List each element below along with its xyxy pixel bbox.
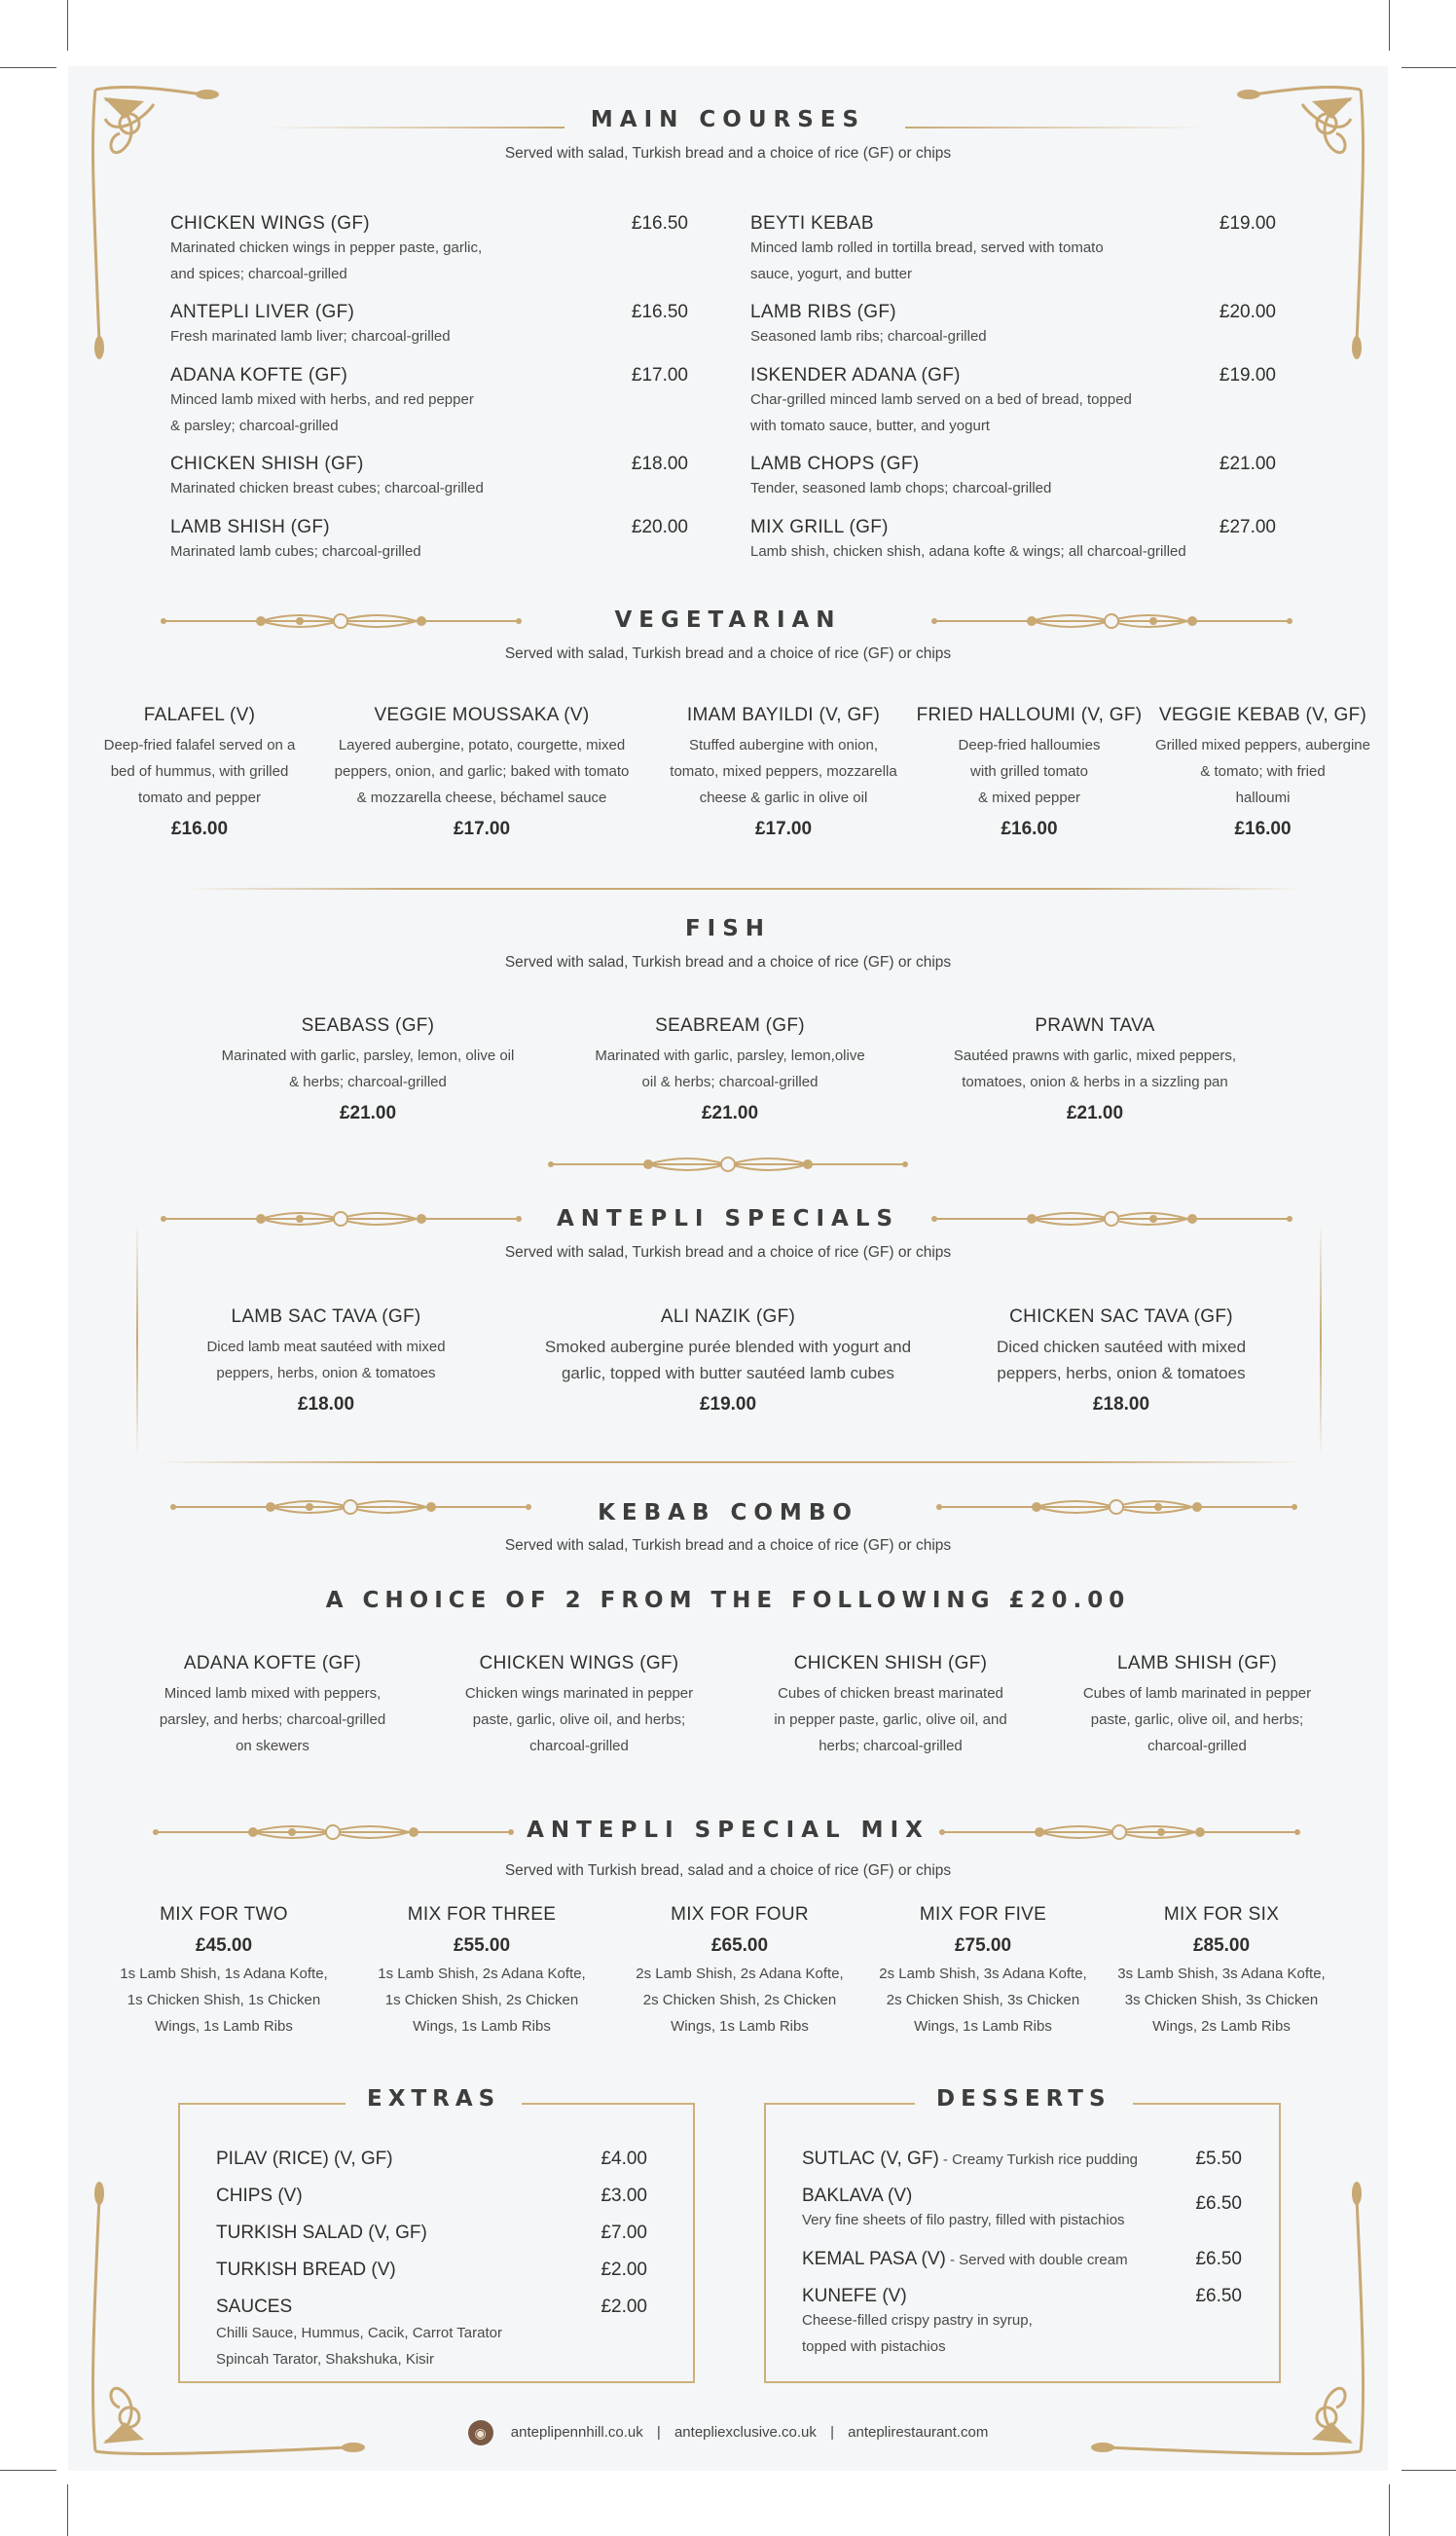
dessert-item-description: Very fine sheets of filo pastry, filled with pistachios xyxy=(802,2212,1125,2228)
item-description: Diced lamb meat sautéed with mixed xyxy=(206,1339,446,1355)
fish-subtitle: Served with salad, Turkish bread and a choice of rice (GF) or chips xyxy=(504,954,952,971)
item-price: £16.50 xyxy=(631,213,688,234)
item-price: £55.00 xyxy=(453,1935,511,1956)
item-price: £85.00 xyxy=(1192,1935,1251,1956)
item-name: LAMB SAC TAVA (GF) xyxy=(231,1306,421,1327)
menu-item xyxy=(965,1306,1277,1415)
item-name: CHICKEN SHISH (GF) xyxy=(793,1653,988,1673)
dessert-item xyxy=(802,2286,1242,2360)
dessert-item-name: KEMAL PASA (V) xyxy=(802,2249,946,2269)
item-name: MIX FOR THREE xyxy=(407,1904,557,1925)
item-description: with tomato sauce, butter, and yogurt xyxy=(750,418,990,434)
kebab-combo-choice: A CHOICE OF 2 FROM THE FOLLOWING £20.00 xyxy=(325,1588,1131,1613)
item-name: IMAM BAYILDI (V, GF) xyxy=(686,705,881,725)
item-description: Diced chicken sautéed with mixed xyxy=(996,1338,1247,1356)
item-price: £16.00 xyxy=(1234,819,1292,839)
item-description: herbs; charcoal-grilled xyxy=(819,1738,963,1754)
menu-item xyxy=(321,705,642,840)
section-divider xyxy=(185,888,1304,890)
specials-subtitle: Served with salad, Turkish bread and a choice of rice (GF) or chips xyxy=(504,1244,952,1261)
item-description: Deep-fried falafel served on a xyxy=(103,737,296,753)
item-price: £18.00 xyxy=(631,454,688,474)
item-description: 1s Lamb Shish, 1s Adana Kofte, xyxy=(120,1966,328,1982)
item-name: SEABASS (GF) xyxy=(301,1015,435,1036)
dessert-item-description: topped with pistachios xyxy=(802,2338,946,2355)
item-description: in pepper paste, garlic, olive oil, and xyxy=(774,1711,1007,1728)
item-name: MIX FOR FIVE xyxy=(919,1904,1047,1925)
dessert-item xyxy=(802,2149,1242,2170)
item-name: FRIED HALLOUMI (V, GF) xyxy=(916,705,1143,725)
item-description: Cubes of chicken breast marinated xyxy=(778,1685,1003,1702)
dessert-item-price: £5.50 xyxy=(1195,2149,1242,2169)
item-description: tomatoes, onion & herbs in a sizzling pan xyxy=(962,1074,1228,1090)
item-description: & parsley; charcoal-grilled xyxy=(170,418,339,434)
extras-item-name: TURKISH SALAD (V, GF) xyxy=(216,2223,427,2243)
item-name: MIX GRILL (GF) xyxy=(750,517,889,537)
dessert-item-price: £6.50 xyxy=(1195,2286,1242,2306)
item-description: Marinated with garlic, parsley, lemon, olive oil xyxy=(221,1047,515,1064)
item-price: £16.00 xyxy=(170,819,229,839)
extras-item-price: £3.00 xyxy=(601,2186,647,2206)
item-description: 2s Lamb Shish, 3s Adana Kofte, xyxy=(879,1966,1087,1982)
item-price: £45.00 xyxy=(195,1935,253,1956)
item-description: Stuffed aubergine with onion, xyxy=(688,737,879,753)
menu-item xyxy=(750,365,1276,439)
dessert-item-price: £6.50 xyxy=(1195,2249,1242,2269)
fish-title: FISH xyxy=(684,916,772,941)
item-price: £17.00 xyxy=(754,819,813,839)
website-link[interactable]: antepliexclusive.co.uk xyxy=(673,2423,817,2441)
item-description: Lamb shish, chicken shish, adana kofte & wings; all charcoal-grilled xyxy=(750,543,1186,560)
item-name: MIX FOR TWO xyxy=(160,1904,288,1925)
extras-item xyxy=(216,2186,647,2207)
item-name: LAMB CHOPS (GF) xyxy=(750,454,920,474)
item-description: 2s Lamb Shish, 2s Adana Kofte, xyxy=(636,1966,844,1982)
item-description: Chicken wings marinated in pepper xyxy=(464,1685,694,1702)
extras-item xyxy=(216,2149,647,2170)
extras-item-name: CHIPS (V) xyxy=(216,2186,303,2206)
item-description: Grilled mixed peppers, aubergine xyxy=(1155,737,1370,753)
kebab-combo-subtitle: Served with salad, Turkish bread and a choice of rice (GF) or chips xyxy=(504,1537,952,1554)
menu-item xyxy=(1105,1904,1338,2040)
item-description: Smoked aubergine purée blended with yogurt and xyxy=(544,1338,912,1356)
item-description: 2s Chicken Shish, 2s Chicken xyxy=(642,1992,837,2008)
extras-item-name: TURKISH BREAD (V) xyxy=(216,2260,396,2280)
item-description: Marinated chicken wings in pepper paste, garlic, xyxy=(170,239,483,256)
item-description: peppers, onion, and garlic; baked with tomato xyxy=(334,763,630,780)
item-description: Marinated with garlic, parsley, lemon,olive xyxy=(595,1047,865,1064)
item-name: VEGGIE KEBAB (V, GF) xyxy=(1158,705,1367,725)
item-price: £19.00 xyxy=(699,1394,757,1415)
separator: | xyxy=(656,2423,661,2441)
menu-item xyxy=(925,1015,1265,1124)
menu-item xyxy=(180,1306,472,1415)
item-description: 3s Lamb Shish, 3s Adana Kofte, xyxy=(1117,1966,1326,1982)
menu-item xyxy=(866,1904,1100,2040)
item-name: MIX FOR SIX xyxy=(1163,1904,1280,1925)
extras-item-name: SAUCES xyxy=(216,2297,293,2317)
item-description: parsley, and herbs; charcoal-grilled xyxy=(159,1711,386,1728)
item-description: & mixed pepper xyxy=(977,790,1081,806)
main-courses-subtitle: Served with salad, Turkish bread and a choice of rice (GF) or chips xyxy=(504,145,952,162)
menu-item xyxy=(83,705,316,840)
item-description: Minced lamb mixed with herbs, and red pepper xyxy=(170,391,474,408)
menu-item xyxy=(623,1904,856,2040)
item-price: £18.00 xyxy=(297,1394,355,1415)
dessert-item-note: - Served with double cream xyxy=(945,2252,1128,2268)
item-description: sauce, yogurt, and butter xyxy=(750,266,912,282)
item-description: peppers, herbs, onion & tomatoes xyxy=(997,1364,1246,1382)
crop-mark xyxy=(1389,0,1390,51)
vegetarian-title: VEGETARIAN xyxy=(614,607,842,633)
item-name: SEABREAM (GF) xyxy=(655,1015,805,1036)
dessert-item-description: Cheese-filled crispy pastry in syrup, xyxy=(802,2312,1033,2329)
sauces-list xyxy=(216,2320,502,2372)
crop-mark xyxy=(1389,2484,1390,2536)
dessert-item-name: SUTLAC (V, GF) xyxy=(802,2149,939,2169)
item-description: garlic, topped with butter sautéed lamb cubes xyxy=(561,1364,895,1382)
item-price: £17.00 xyxy=(631,365,688,386)
item-name: LAMB SHISH (GF) xyxy=(1117,1653,1277,1673)
item-name: ISKENDER ADANA (GF) xyxy=(750,365,961,386)
item-description: cheese & garlic in olive oil xyxy=(699,790,868,806)
desserts-title: DESSERTS xyxy=(915,2086,1133,2112)
item-name: ALI NAZIK (GF) xyxy=(660,1306,796,1327)
item-price: £20.00 xyxy=(1219,302,1276,322)
extras-item-name: PILAV (RICE) (V, GF) xyxy=(216,2149,393,2169)
item-description: 3s Chicken Shish, 3s Chicken xyxy=(1124,1992,1319,2008)
item-description: 2s Chicken Shish, 3s Chicken xyxy=(886,1992,1080,2008)
sauces-line: Chilli Sauce, Hummus, Cacik, Carrot Tarator xyxy=(216,2325,502,2341)
item-name: CHICKEN WINGS (GF) xyxy=(170,213,370,234)
item-price: £27.00 xyxy=(1219,517,1276,537)
extras-title: EXTRAS xyxy=(346,2086,522,2112)
item-description: Marinated chicken breast cubes; charcoal-grilled xyxy=(170,480,484,496)
item-name: CHICKEN SAC TAVA (GF) xyxy=(1009,1306,1233,1327)
extras-item-price: £2.00 xyxy=(601,2297,647,2317)
divider-ornament-icon xyxy=(551,1155,905,1174)
item-description: 1s Chicken Shish, 2s Chicken xyxy=(384,1992,579,2008)
item-description: Minced lamb mixed with peppers, xyxy=(164,1685,382,1702)
footer xyxy=(0,2420,1456,2445)
menu-item xyxy=(1139,705,1387,840)
item-name: ADANA KOFTE (GF) xyxy=(183,1653,362,1673)
item-name: BEYTI KEBAB xyxy=(750,213,874,234)
menu-item xyxy=(915,705,1144,840)
item-description: paste, garlic, olive oil, and herbs; xyxy=(1090,1711,1304,1728)
item-description: & tomato; with fried xyxy=(1200,763,1326,780)
item-price: £65.00 xyxy=(710,1935,769,1956)
extras-item xyxy=(216,2260,647,2281)
item-description: paste, garlic, olive oil, and herbs; xyxy=(472,1711,686,1728)
item-description: charcoal-grilled xyxy=(1147,1738,1247,1754)
menu-item xyxy=(745,1653,1037,1759)
extras-item xyxy=(216,2297,647,2318)
item-price: £19.00 xyxy=(1219,213,1276,234)
vegetarian-subtitle: Served with salad, Turkish bread and a choice of rice (GF) or chips xyxy=(504,645,952,662)
crop-mark xyxy=(0,2470,56,2471)
menu-item xyxy=(131,1653,414,1759)
specials-title: ANTEPLI SPECIALS xyxy=(556,1206,900,1231)
item-description: & herbs; charcoal-grilled xyxy=(289,1074,447,1090)
extras-item-price: £4.00 xyxy=(601,2149,647,2169)
menu-item xyxy=(564,1015,895,1124)
item-price: £21.00 xyxy=(1066,1103,1124,1123)
item-description: Wings, 2s Lamb Ribs xyxy=(1152,2018,1291,2035)
special-mix-title: ANTEPLI SPECIAL MIX xyxy=(527,1818,929,1843)
item-price: £75.00 xyxy=(954,1935,1012,1956)
website-link[interactable]: anteplipennhill.co.uk xyxy=(510,2423,643,2441)
item-price: £19.00 xyxy=(1219,365,1276,386)
menu-item xyxy=(170,454,688,501)
menu-item xyxy=(170,365,688,439)
dessert-item-name: BAKLAVA (V) xyxy=(802,2186,913,2206)
item-name: ADANA KOFTE (GF) xyxy=(170,365,348,386)
sauces-line: Spincah Tarator, Shakshuka, Kisir xyxy=(216,2351,435,2368)
item-description: Wings, 1s Lamb Ribs xyxy=(914,2018,1052,2035)
item-price: £21.00 xyxy=(339,1103,397,1123)
item-description: Tender, seasoned lamb chops; charcoal-grilled xyxy=(750,480,1052,496)
item-description: Seasoned lamb ribs; charcoal-grilled xyxy=(750,328,987,345)
item-description: Minced lamb rolled in tortilla bread, served with tomato xyxy=(750,239,1104,256)
item-name: FALAFEL (V) xyxy=(143,705,256,725)
item-description: 1s Lamb Shish, 2s Adana Kofte, xyxy=(378,1966,586,1982)
menu-item xyxy=(202,1015,533,1124)
menu-item xyxy=(433,1653,725,1759)
item-description: with grilled tomato xyxy=(970,763,1088,780)
menu-item xyxy=(750,213,1276,287)
crop-mark xyxy=(1401,67,1456,68)
item-description: Char-grilled minced lamb served on a bed of bread, topped xyxy=(750,391,1132,408)
item-description: bed of hummus, with grilled xyxy=(110,763,289,780)
menu-item xyxy=(750,302,1276,349)
menu-item xyxy=(506,1306,950,1415)
dessert-item-note: - Creamy Turkish rice pudding xyxy=(938,2151,1139,2168)
menu-item xyxy=(750,517,1276,565)
menu-item xyxy=(107,1904,341,2040)
item-description: tomato and pepper xyxy=(138,790,261,806)
item-price: £16.00 xyxy=(1001,819,1058,839)
item-name: CHICKEN SHISH (GF) xyxy=(170,454,364,474)
crop-mark xyxy=(67,2484,68,2536)
item-name: PRAWN TAVA xyxy=(1035,1015,1155,1036)
specials-frame-bottom xyxy=(156,1461,1304,1463)
special-mix-subtitle: Served with Turkish bread, salad and a choice of rice (GF) or chips xyxy=(504,1862,952,1879)
menu-item xyxy=(1056,1653,1338,1759)
item-name: CHICKEN WINGS (GF) xyxy=(479,1653,679,1673)
item-name: VEGGIE MOUSSAKA (V) xyxy=(374,705,590,725)
extras-item-price: £2.00 xyxy=(601,2260,647,2280)
crop-mark xyxy=(0,67,56,68)
menu-item xyxy=(750,454,1276,501)
item-description: Layered aubergine, potato, courgette, mixed xyxy=(338,737,626,753)
item-description: and spices; charcoal-grilled xyxy=(170,266,347,282)
main-courses-title: MAIN COURSES xyxy=(590,107,866,132)
menu-item xyxy=(652,705,915,840)
item-price: £16.50 xyxy=(631,302,688,322)
item-description: Cubes of lamb marinated in pepper xyxy=(1082,1685,1312,1702)
dessert-item xyxy=(802,2186,1242,2233)
menu-item xyxy=(170,517,688,565)
item-description: Wings, 1s Lamb Ribs xyxy=(155,2018,293,2035)
item-name: LAMB RIBS (GF) xyxy=(750,302,896,322)
website-link[interactable]: anteplirestaurant.com xyxy=(848,2423,989,2441)
item-description: halloumi xyxy=(1235,790,1291,806)
separator: | xyxy=(830,2423,834,2441)
item-description: Marinated lamb cubes; charcoal-grilled xyxy=(170,543,421,560)
item-price: £20.00 xyxy=(631,517,688,537)
item-price: £21.00 xyxy=(701,1103,759,1123)
menu-item xyxy=(365,1904,599,2040)
item-description: oil & herbs; charcoal-grilled xyxy=(641,1074,819,1090)
crop-mark xyxy=(67,0,68,51)
item-description: & mozzarella cheese, béchamel sauce xyxy=(356,790,607,806)
menu-item xyxy=(170,213,688,287)
globe-icon: ◉ xyxy=(468,2420,493,2445)
item-description: 1s Chicken Shish, 1s Chicken xyxy=(127,1992,321,2008)
item-description: charcoal-grilled xyxy=(529,1738,629,1754)
extras-item xyxy=(216,2223,647,2244)
item-description: Deep-fried halloumies xyxy=(958,737,1101,753)
dessert-item-price: £6.50 xyxy=(1195,2193,1242,2214)
item-price: £18.00 xyxy=(1092,1394,1150,1415)
menu-item xyxy=(170,302,688,349)
kebab-combo-title: KEBAB COMBO xyxy=(598,1500,858,1525)
crop-mark xyxy=(1401,2470,1456,2471)
item-description: Sautéed prawns with garlic, mixed peppers, xyxy=(953,1047,1237,1064)
item-name: ANTEPLI LIVER (GF) xyxy=(170,302,355,322)
extras-item-price: £7.00 xyxy=(601,2223,647,2243)
item-price: £21.00 xyxy=(1219,454,1276,474)
dessert-item xyxy=(802,2249,1242,2270)
item-description: Fresh marinated lamb liver; charcoal-grilled xyxy=(170,328,451,345)
item-description: tomato, mixed peppers, mozzarella xyxy=(670,763,897,780)
item-name: MIX FOR FOUR xyxy=(671,1904,809,1925)
item-name: LAMB SHISH (GF) xyxy=(170,517,330,537)
item-description: peppers, herbs, onion & tomatoes xyxy=(216,1365,436,1381)
item-description: on skewers xyxy=(236,1738,309,1754)
item-price: £17.00 xyxy=(453,819,511,839)
item-description: Wings, 1s Lamb Ribs xyxy=(671,2018,809,2035)
item-description: Wings, 1s Lamb Ribs xyxy=(413,2018,551,2035)
dessert-item-name: KUNEFE (V) xyxy=(802,2286,907,2306)
